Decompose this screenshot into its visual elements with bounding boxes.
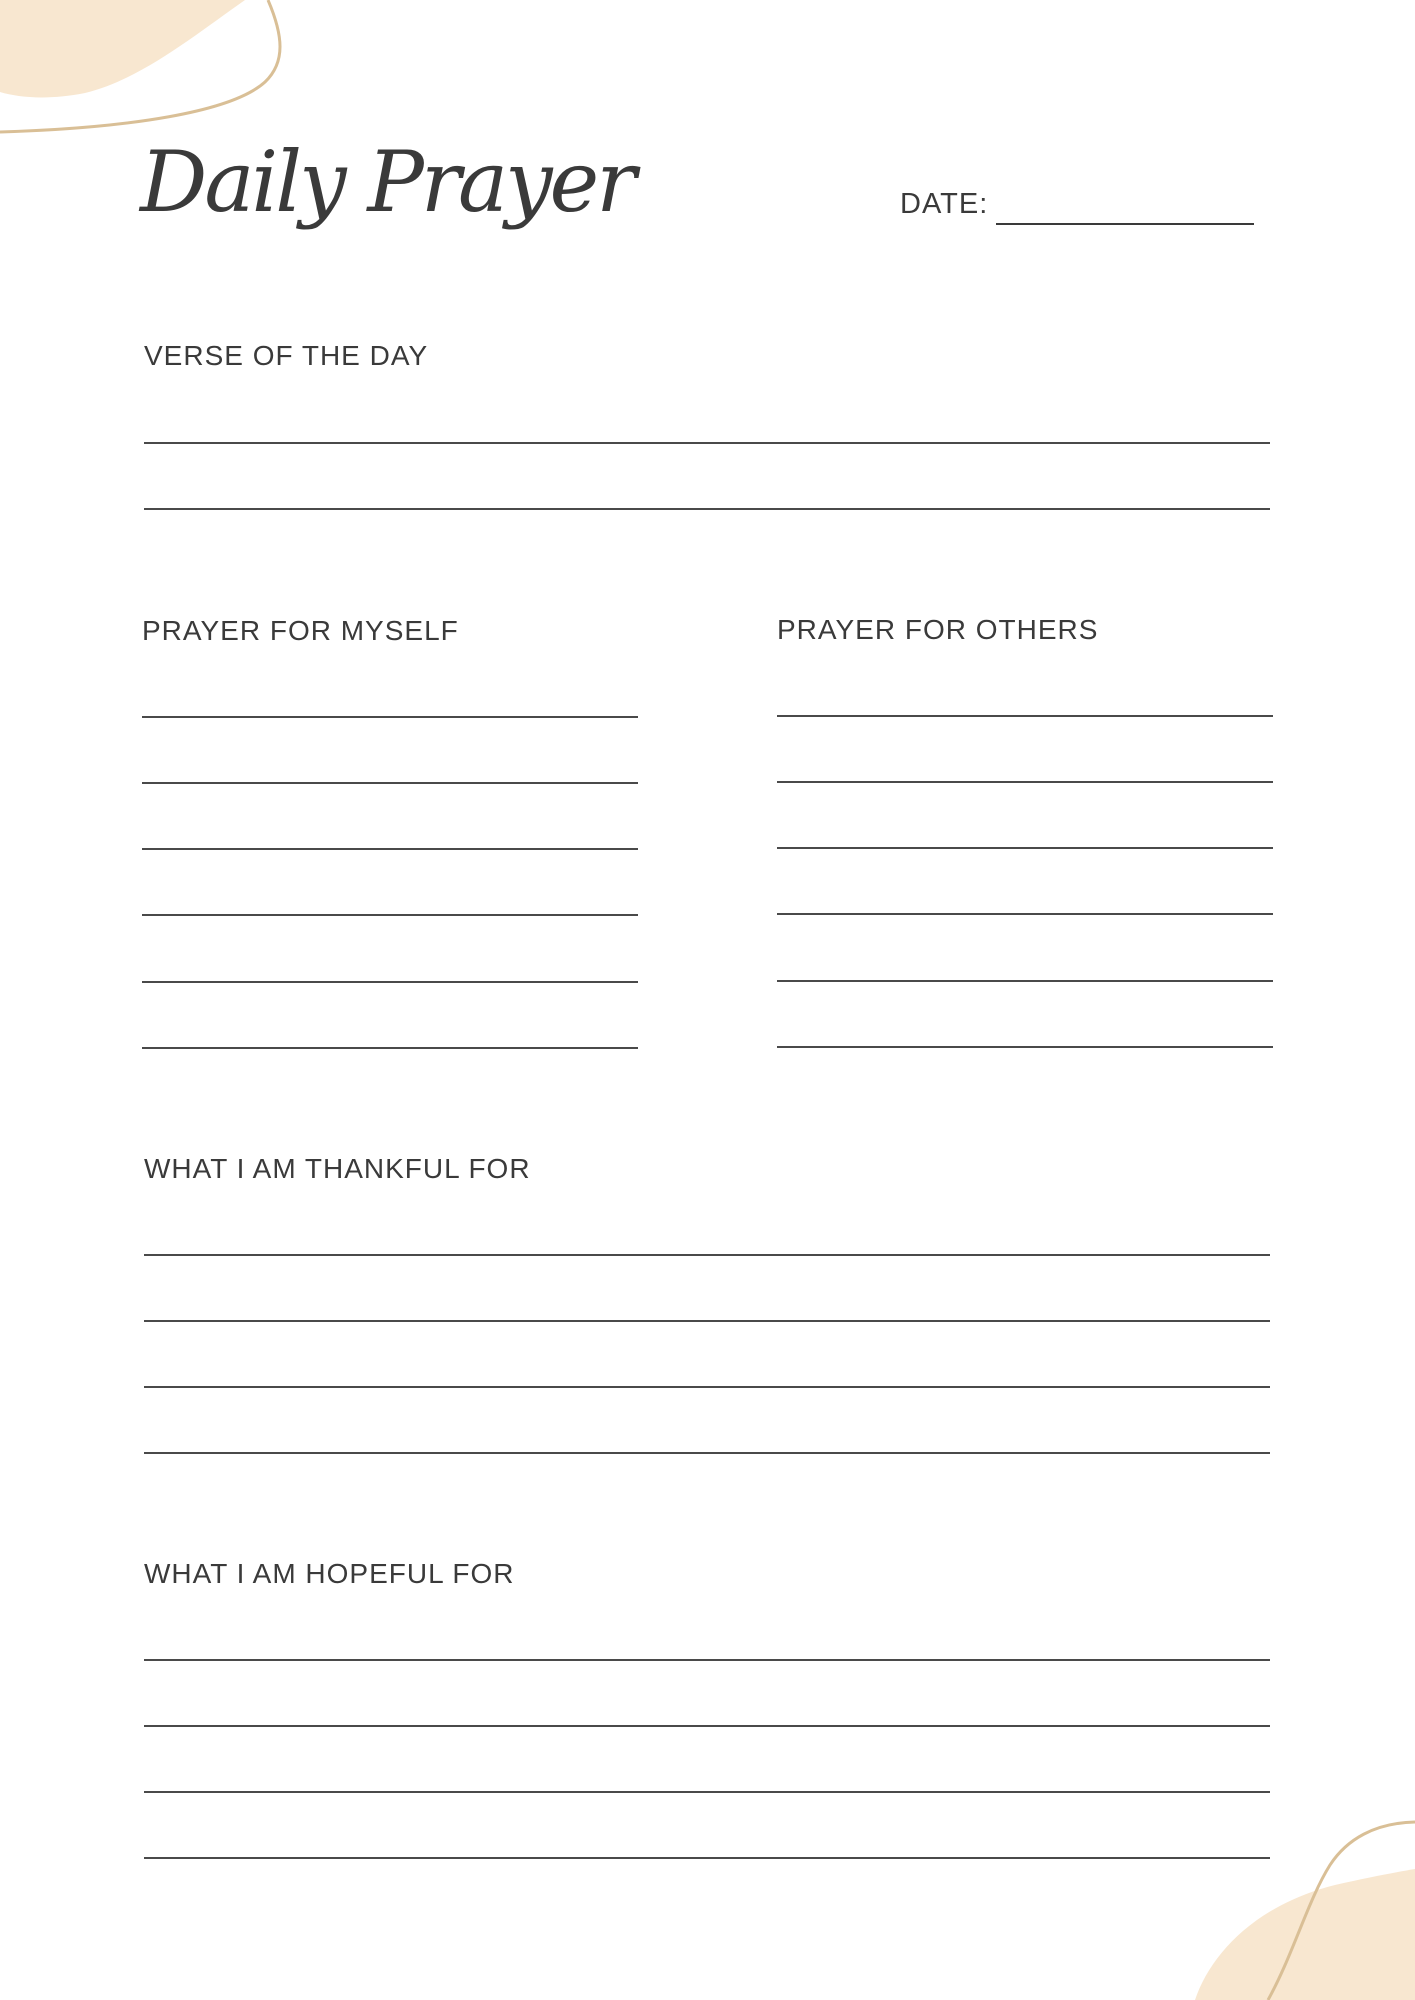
prayer-others-write-line[interactable] (777, 847, 1273, 849)
prayer-others-write-line[interactable] (777, 913, 1273, 915)
verse-write-line[interactable] (144, 508, 1270, 510)
prayer-myself-write-line[interactable] (142, 716, 638, 718)
prayer-myself-write-line[interactable] (142, 1047, 638, 1049)
verse-write-line[interactable] (144, 442, 1270, 444)
thankful-write-line[interactable] (144, 1452, 1270, 1454)
prayer-others-write-line[interactable] (777, 980, 1273, 982)
page-title: Daily Prayer (140, 133, 634, 231)
hopeful-write-line[interactable] (144, 1725, 1270, 1727)
thankful-write-line[interactable] (144, 1254, 1270, 1256)
prayer-myself-heading: PRAYER FOR MYSELF (142, 615, 459, 646)
corner-blob-decoration-top-left (0, 0, 290, 140)
prayer-myself-write-line[interactable] (142, 914, 638, 916)
prayer-myself-write-line[interactable] (142, 848, 638, 850)
prayer-others-write-line[interactable] (777, 1046, 1273, 1048)
date-write-line[interactable] (996, 223, 1254, 225)
hopeful-write-line[interactable] (144, 1791, 1270, 1793)
hopeful-write-line[interactable] (144, 1857, 1270, 1859)
thankful-write-line[interactable] (144, 1320, 1270, 1322)
date-label: DATE: (900, 188, 989, 220)
hopeful-write-line[interactable] (144, 1659, 1270, 1661)
thankful-section-heading: WHAT I AM THANKFUL FOR (144, 1153, 531, 1184)
prayer-myself-write-line[interactable] (142, 782, 638, 784)
prayer-others-write-line[interactable] (777, 781, 1273, 783)
verse-section-heading: VERSE OF THE DAY (144, 340, 429, 371)
prayer-others-write-line[interactable] (777, 715, 1273, 717)
date-field[interactable] (900, 190, 1254, 219)
corner-blob-decoration-bottom-right (1185, 1805, 1415, 2000)
prayer-myself-write-line[interactable] (142, 981, 638, 983)
hopeful-section-heading: WHAT I AM HOPEFUL FOR (144, 1558, 515, 1589)
thankful-write-line[interactable] (144, 1386, 1270, 1388)
prayer-others-heading: PRAYER FOR OTHERS (777, 614, 1099, 645)
